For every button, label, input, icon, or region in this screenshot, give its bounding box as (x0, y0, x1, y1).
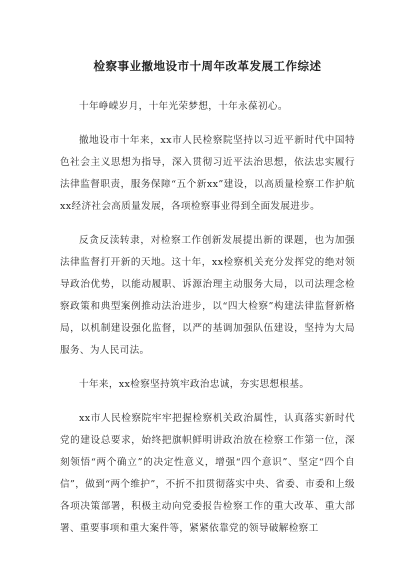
paragraph-2: 撤地设市十年来，xx市人民检察院坚持以习近平新时代中国特色社会主义思想为指导，深入贯彻习近平法治思想，依法忠实履行法律监督职责，服务保障“五个新xx”建设，以高质量检察工作护航xx经济社会高质量发展，各项检察事业得到全面发展进步。 (60, 135, 355, 212)
document-title: 检察事业撤地设市十周年改革发展工作综述 (93, 59, 322, 73)
paragraph-3: 反贪反渎转隶，对检察工作创新发展提出新的课题，也为加强法律监督打开新的天地。这十年，xx检察机关充分发挥党的绝对领导政治优势，以能动履职、诉源治理主动服务大局，以司法理念检察政策和典型案例推动法治进步，以“四大检察”构建法律监督新格局，以机制建设强化监督，以严的基调加强队伍建设，坚持为大局服务、为人民司法。 (60, 235, 355, 356)
paragraph-4: 十年来，xx检察坚持筑牢政治忠诚，夯实思想根基。 (79, 379, 310, 390)
paragraph-5: xx市人民检察院牢牢把握检察机关政治属性，认真落实新时代党的建设总要求，始终把旗帜鲜明讲政治放在检察工作第一位，深刻领悟“两个确立”的决定性意义，增强“四个意识”、坚定“四个自信”，做到“两个维护”，不折不扣贯彻落实中央、省委、市委和上级各项决策部署，积极主动向党委报告检察工作的重大改革、重大部署、重要事项和重大案件等，紧紧依靠党的领导破解检察工 (60, 413, 355, 534)
paragraph-1: 十年峥嵘岁月，十年光荣梦想，十年永葆初心。 (79, 101, 288, 112)
